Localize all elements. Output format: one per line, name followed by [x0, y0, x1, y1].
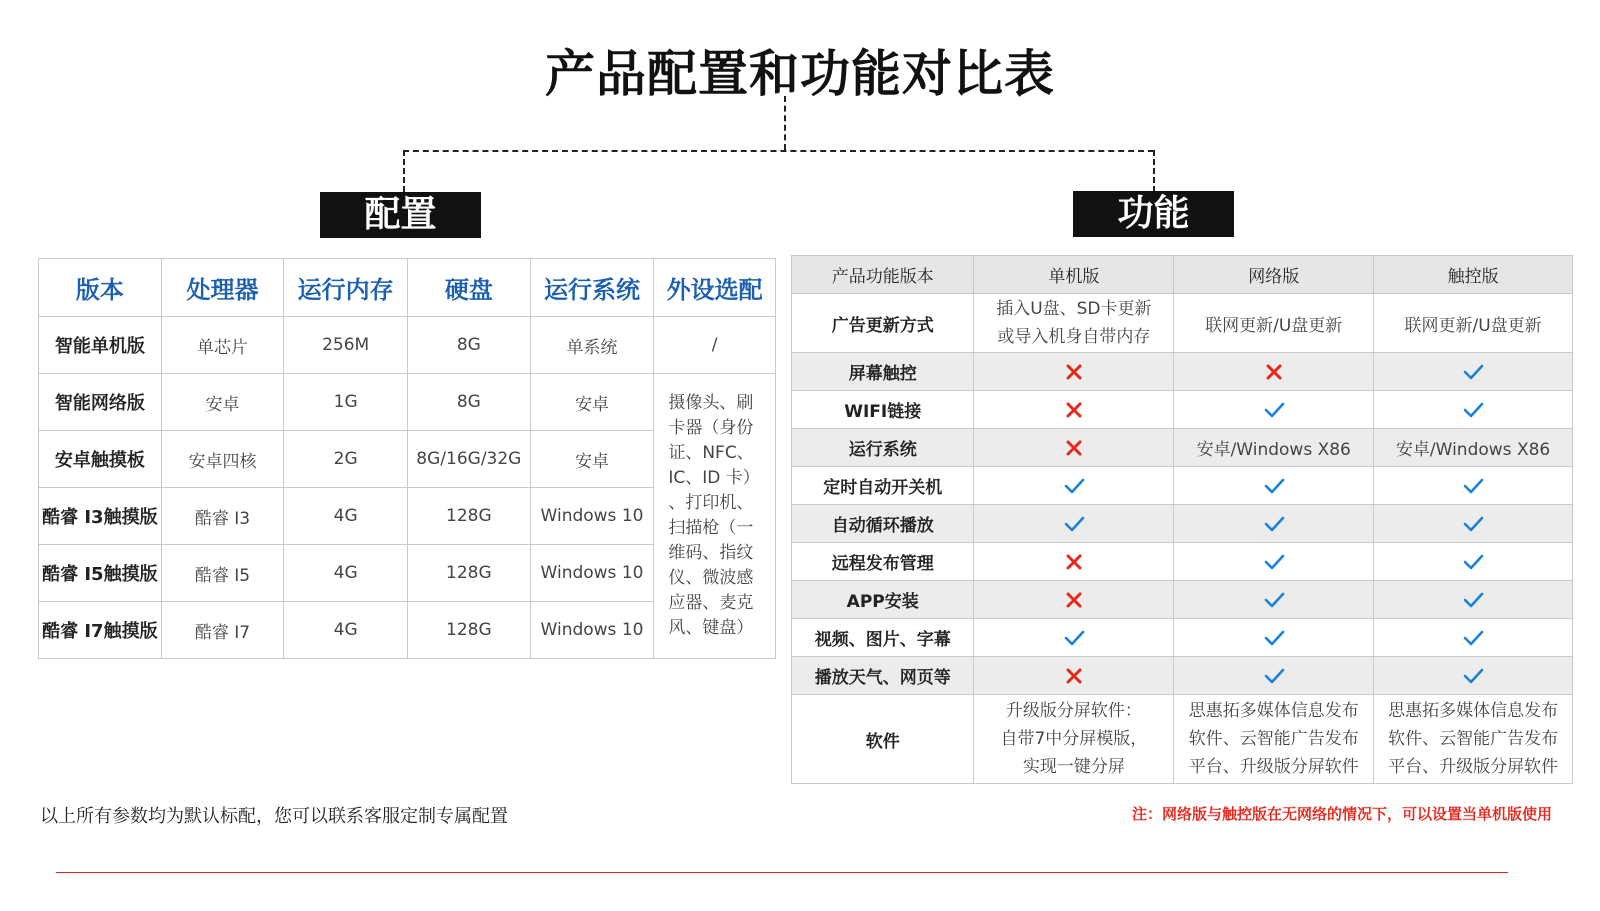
- function-cell: [1174, 505, 1374, 543]
- function-header-standalone: 单机版: [974, 256, 1174, 294]
- function-cell: [1174, 657, 1374, 695]
- cell-line: 软件、云智能广告发布: [1188, 729, 1359, 749]
- function-header-touch: 触控版: [1374, 256, 1573, 294]
- check-icon: [1063, 627, 1085, 649]
- function-cell: [1374, 657, 1573, 695]
- config-cell: 安卓: [530, 431, 654, 488]
- cross-icon: [1063, 551, 1085, 573]
- check-icon: [1263, 589, 1285, 611]
- function-cell: [1374, 505, 1573, 543]
- function-cell: [1374, 467, 1573, 505]
- config-cell: 2G: [284, 431, 408, 488]
- function-row-label: 软件: [792, 695, 974, 784]
- table-row: [792, 619, 1573, 657]
- check-icon: [1263, 513, 1285, 535]
- config-cell: 安卓: [530, 374, 654, 431]
- check-icon: [1462, 361, 1484, 383]
- check-icon: [1263, 399, 1285, 421]
- function-section-label: 功能: [1073, 191, 1234, 237]
- check-icon: [1263, 665, 1285, 687]
- function-cell: [974, 353, 1174, 391]
- config-section-label: 配置: [320, 192, 481, 238]
- config-cell: 智能单机版: [39, 317, 162, 374]
- table-row: [792, 695, 1573, 784]
- peripheral-line: 扫描枪（一: [668, 518, 754, 538]
- function-cell: [974, 505, 1174, 543]
- function-cell: [1374, 391, 1573, 429]
- config-cell: 酷睿 I7触摸版: [39, 602, 162, 659]
- connector-line-horizontal: [403, 150, 1154, 152]
- connector-line-center: [784, 96, 786, 150]
- config-cell: /: [654, 317, 776, 374]
- function-cell: [1174, 619, 1374, 657]
- config-cell: Windows 10: [530, 545, 654, 602]
- config-cell: 酷睿 I5触摸版: [39, 545, 162, 602]
- cross-icon: [1063, 399, 1085, 421]
- function-cell: [974, 391, 1174, 429]
- config-cell: 单芯片: [161, 317, 284, 374]
- cell-line: 软件、云智能广告发布: [1388, 729, 1559, 749]
- config-cell: 酷睿 I3: [161, 488, 284, 545]
- config-header-processor: 处理器: [161, 259, 284, 317]
- table-row: [792, 294, 1573, 353]
- check-icon: [1462, 589, 1484, 611]
- peripheral-line: 维码、指纹: [668, 543, 754, 563]
- config-cell: 安卓触摸板: [39, 431, 162, 488]
- config-cell: 酷睿 I7: [161, 602, 284, 659]
- config-cell: 酷睿 I3触摸版: [39, 488, 162, 545]
- config-cell: 安卓: [161, 374, 284, 431]
- function-cell: [1174, 353, 1374, 391]
- cross-icon: [1063, 665, 1085, 687]
- peripheral-line: 风、键盘）: [668, 618, 754, 638]
- function-row-label: 远程发布管理: [792, 543, 974, 581]
- check-icon: [1063, 475, 1085, 497]
- config-header-os: 运行系统: [530, 259, 654, 317]
- peripheral-line: 仪、微波感: [668, 568, 754, 588]
- config-cell: 128G: [408, 545, 531, 602]
- function-header-network: 网络版: [1174, 256, 1374, 294]
- cell-line: 思惠拓多媒体信息发布: [1188, 701, 1359, 721]
- peripheral-line: 证、NFC、: [668, 443, 754, 463]
- cell-line: 平台、升级版分屏软件: [1388, 757, 1559, 777]
- check-icon: [1263, 627, 1285, 649]
- function-header-row: [792, 256, 1573, 294]
- cell-line: 自带7中分屏模版，: [1000, 729, 1148, 749]
- function-cell: [974, 581, 1174, 619]
- function-cell: [974, 695, 1174, 784]
- check-icon: [1263, 551, 1285, 573]
- peripheral-line: 、打印机、: [668, 493, 754, 513]
- table-row: [792, 543, 1573, 581]
- function-header-feature: 产品功能版本: [792, 256, 974, 294]
- table-row: [792, 353, 1573, 391]
- function-cell: [1374, 619, 1573, 657]
- peripheral-line: IC、ID 卡）: [668, 468, 760, 488]
- check-icon: [1462, 399, 1484, 421]
- cross-icon: [1063, 437, 1085, 459]
- function-cell: [974, 619, 1174, 657]
- function-cell: [1174, 581, 1374, 619]
- cell-line: 或导入机身自带内存: [997, 327, 1151, 347]
- check-icon: [1462, 475, 1484, 497]
- config-cell: 8G: [408, 374, 531, 431]
- footnote-right: 注：网络版与触控版在无网络的情况下，可以设置当单机版使用: [1131, 805, 1552, 823]
- connector-line-left: [403, 150, 405, 192]
- config-header-row: [39, 259, 776, 317]
- function-row-label: 视频、图片、字幕: [792, 619, 974, 657]
- table-row: [792, 391, 1573, 429]
- function-row-label: 广告更新方式: [792, 294, 974, 353]
- config-cell: 4G: [284, 602, 408, 659]
- function-cell: [1174, 543, 1374, 581]
- function-cell: [974, 294, 1174, 353]
- function-cell: [1374, 581, 1573, 619]
- function-cell: [1174, 467, 1374, 505]
- config-cell: Windows 10: [530, 488, 654, 545]
- table-row: [39, 317, 776, 374]
- divider-line: [56, 872, 1508, 873]
- config-cell: 安卓四核: [161, 431, 284, 488]
- function-cell: 安卓/Windows X86: [1174, 429, 1374, 467]
- table-row: [792, 581, 1573, 619]
- check-icon: [1462, 627, 1484, 649]
- function-cell: 安卓/Windows X86: [1374, 429, 1573, 467]
- table-row: [792, 505, 1573, 543]
- config-cell: 酷睿 I5: [161, 545, 284, 602]
- config-cell: 128G: [408, 488, 531, 545]
- table-row: [792, 467, 1573, 505]
- cell-line: 升级版分屏软件：: [1005, 701, 1142, 721]
- function-cell: 联网更新/U盘更新: [1174, 294, 1374, 353]
- function-cell: [974, 657, 1174, 695]
- peripherals-cell: [654, 374, 776, 659]
- config-cell: 4G: [284, 545, 408, 602]
- function-cell: [1174, 695, 1374, 784]
- function-cell: [1174, 391, 1374, 429]
- cross-icon: [1063, 589, 1085, 611]
- cell-line: 平台、升级版分屏软件: [1188, 757, 1359, 777]
- check-icon: [1063, 513, 1085, 535]
- function-row-label: 屏幕触控: [792, 353, 974, 391]
- cell-line: 实现一键分屏: [1022, 757, 1125, 777]
- config-cell: Windows 10: [530, 602, 654, 659]
- cross-icon: [1063, 361, 1085, 383]
- function-row-label: WIFI链接: [792, 391, 974, 429]
- table-row: [792, 429, 1573, 467]
- check-icon: [1462, 551, 1484, 573]
- function-row-label: 播放天气、网页等: [792, 657, 974, 695]
- function-cell: [1374, 353, 1573, 391]
- function-row-label: APP安装: [792, 581, 974, 619]
- check-icon: [1263, 475, 1285, 497]
- function-cell: 联网更新/U盘更新: [1374, 294, 1573, 353]
- config-header-version: 版本: [39, 259, 162, 317]
- check-icon: [1462, 513, 1484, 535]
- cross-icon: [1263, 361, 1285, 383]
- function-cell: [974, 429, 1174, 467]
- config-cell: 智能网络版: [39, 374, 162, 431]
- cell-line: 思惠拓多媒体信息发布: [1388, 701, 1559, 721]
- function-cell: [1374, 543, 1573, 581]
- page-title: 产品配置和功能对比表: [545, 45, 1055, 103]
- check-icon: [1462, 665, 1484, 687]
- function-row-label: 运行系统: [792, 429, 974, 467]
- config-header-memory: 运行内存: [284, 259, 408, 317]
- function-cell: [974, 467, 1174, 505]
- function-table: [791, 255, 1573, 784]
- config-cell: 128G: [408, 602, 531, 659]
- function-row-label: 自动循环播放: [792, 505, 974, 543]
- function-row-label: 定时自动开关机: [792, 467, 974, 505]
- table-row: [792, 657, 1573, 695]
- config-table: [38, 258, 776, 659]
- cell-line: 插入U盘、SD卡更新: [996, 299, 1152, 319]
- config-cell: 4G: [284, 488, 408, 545]
- config-cell: 1G: [284, 374, 408, 431]
- config-header-storage: 硬盘: [408, 259, 531, 317]
- function-cell: [1374, 695, 1573, 784]
- config-cell: 单系统: [530, 317, 654, 374]
- peripheral-line: 应器、麦克: [668, 593, 754, 613]
- peripheral-line: 摄像头、刷: [668, 393, 754, 413]
- peripheral-line: 卡器（身份: [668, 418, 754, 438]
- function-cell: [974, 543, 1174, 581]
- config-cell: 256M: [284, 317, 408, 374]
- connector-line-right: [1153, 150, 1155, 192]
- footnote-left: 以上所有参数均为默认标配，您可以联系客服定制专属配置: [40, 806, 508, 827]
- config-cell: 8G/16G/32G: [408, 431, 531, 488]
- config-cell: 8G: [408, 317, 531, 374]
- table-row: [39, 374, 776, 431]
- config-header-peripherals: 外设选配: [654, 259, 776, 317]
